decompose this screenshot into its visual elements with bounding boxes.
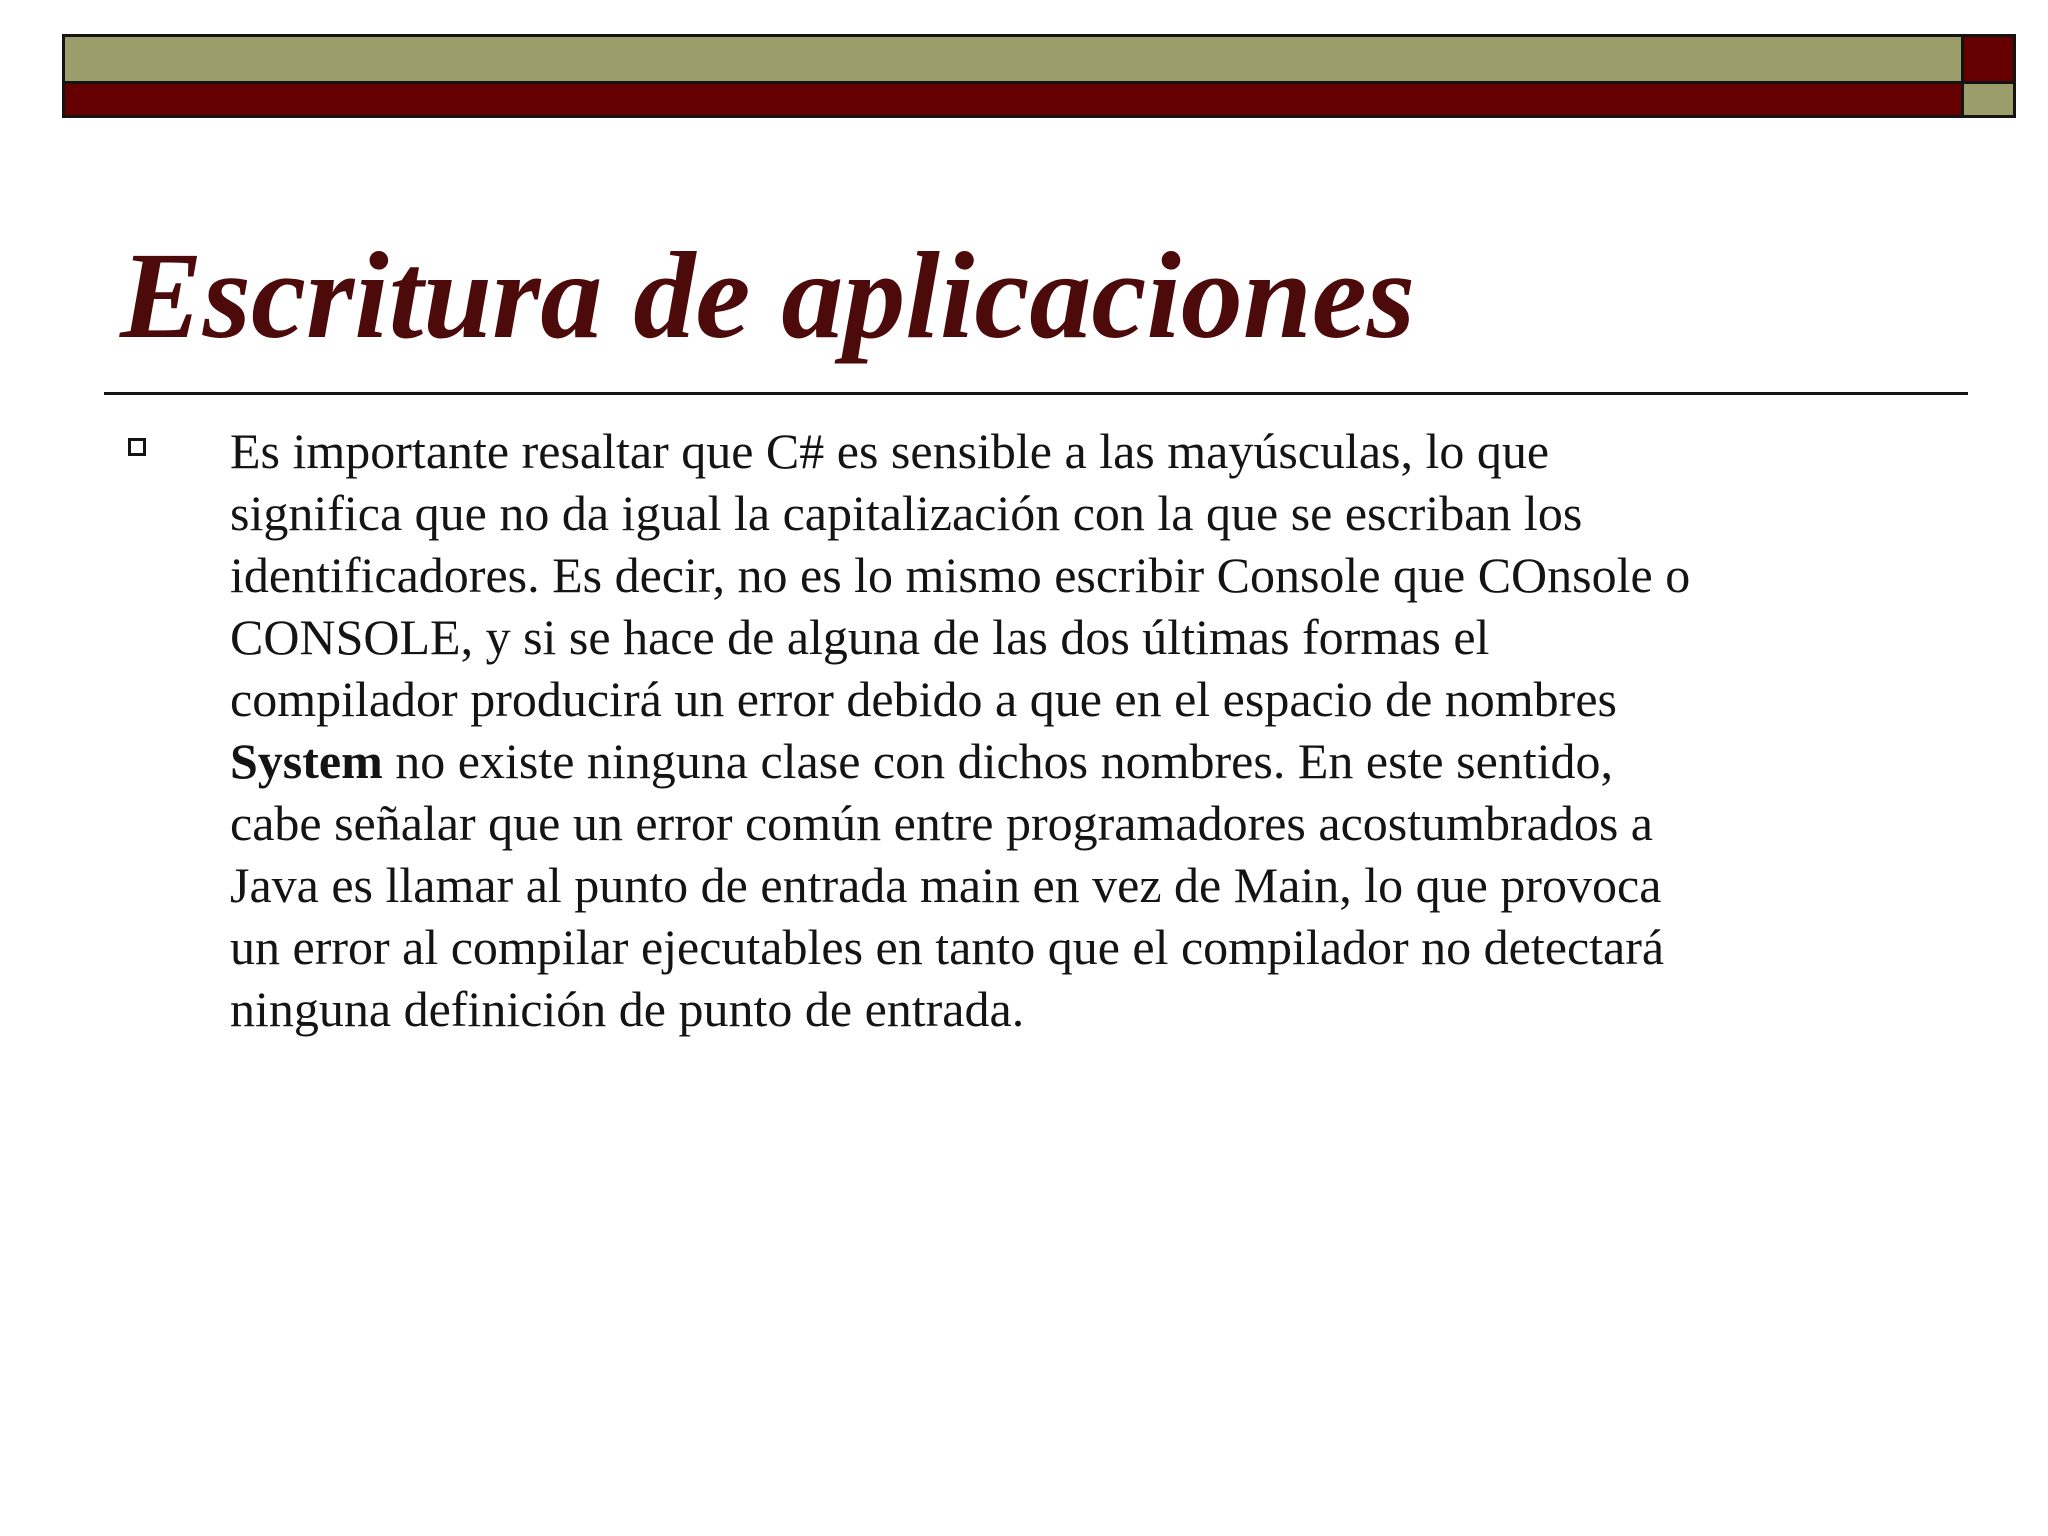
title-divider — [104, 392, 1968, 395]
text-line-rest: no existe ninguna clase con dichos nombres. En este sentido, — [382, 733, 1614, 789]
text-line: Java es llamar al punto de entrada main en vez de Main, lo que provoca — [230, 857, 1662, 913]
header-bar-olive — [62, 34, 1964, 84]
slide-title: Escritura de aplicaciones — [120, 227, 1416, 364]
bullet-text — [230, 420, 1970, 1040]
text-line: cabe señalar que un error común entre programadores acostumbrados a — [230, 795, 1653, 851]
text-line: ninguna definición de punto de entrada. — [230, 981, 1025, 1037]
header-bar-maroon — [62, 84, 1964, 118]
hollow-square-bullet-icon — [128, 438, 146, 456]
text-line — [230, 730, 1970, 792]
text-line: un error al compilar ejecutables en tanto que el compilador no detectará — [230, 919, 1665, 975]
header-square-maroon — [1964, 34, 2016, 84]
text-line: significa que no da igual la capitalización con la que se escriban los — [230, 485, 1583, 541]
text-line: identificadores. Es decir, no es lo mismo escribir Console que COnsole o — [230, 547, 1691, 603]
bold-term-system: System — [230, 733, 383, 789]
text-line: CONSOLE, y si se hace de alguna de las dos últimas formas el — [230, 609, 1490, 665]
header-square-olive — [1964, 84, 2016, 118]
text-line: Es importante resaltar que C# es sensible a las mayúsculas, lo que — [230, 423, 1550, 479]
text-line: compilador producirá un error debido a que en el espacio de nombres — [230, 671, 1617, 727]
